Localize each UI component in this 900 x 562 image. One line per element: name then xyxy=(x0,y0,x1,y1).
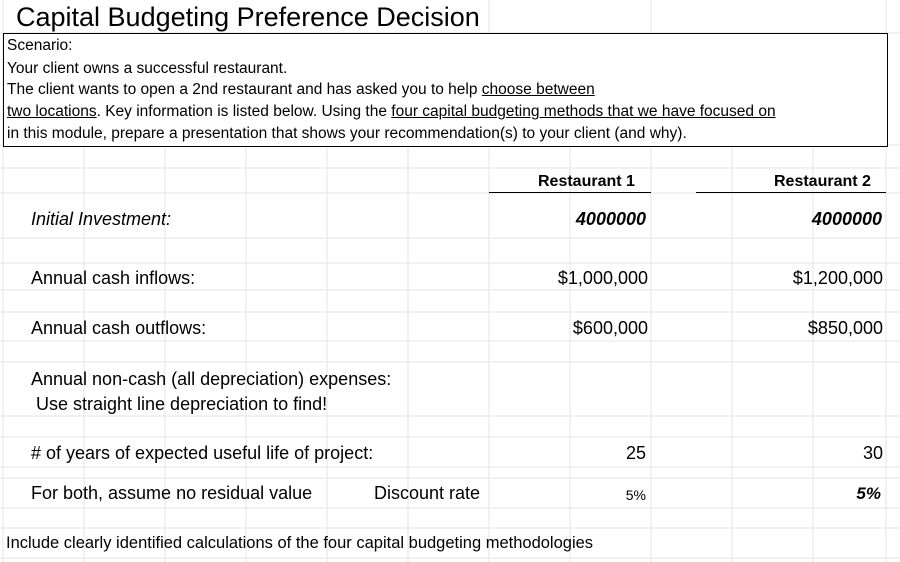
scenario-line-2 xyxy=(7,82,595,98)
label-initial-investment[interactable]: Initial Investment: xyxy=(31,209,172,229)
label-useful-life[interactable]: # of years of expected useful life of project: xyxy=(31,443,374,463)
scenario-box[interactable] xyxy=(3,33,888,147)
header-underline-1 xyxy=(489,192,651,193)
value-r2-annual-cash-outflows[interactable]: $850,000 xyxy=(807,318,883,338)
scenario-heading: Scenario: xyxy=(7,37,73,54)
scenario-line-3 xyxy=(7,104,776,120)
column-header-restaurant-1[interactable]: Restaurant 1 xyxy=(538,173,635,190)
value-r1-initial-investment[interactable]: 4000000 xyxy=(575,209,646,229)
label-discount-rate[interactable]: Discount rate xyxy=(374,483,481,503)
footer-instruction[interactable]: Include clearly identified calculations of the four capital budgeting methodologies xyxy=(6,534,594,552)
value-r1-annual-cash-inflows[interactable]: $1,000,000 xyxy=(557,268,648,288)
value-r2-useful-life[interactable]: 30 xyxy=(862,443,883,463)
scenario-line-4: in this module, prepare a presentation that shows your recommendation(s) to your client (and why). xyxy=(7,125,687,142)
label-annual-cash-inflows[interactable]: Annual cash inflows: xyxy=(31,268,196,288)
value-r1-annual-cash-outflows[interactable]: $600,000 xyxy=(572,318,648,338)
scenario-link-methods: four capital budgeting methods that we have focused on xyxy=(391,103,776,120)
scenario-line-1: Your client owns a successful restaurant. xyxy=(7,60,288,77)
value-r2-discount-rate[interactable]: 5% xyxy=(856,484,881,503)
label-no-residual-value[interactable]: For both, assume no residual value xyxy=(31,483,313,503)
scenario-line-3-text: . Key information is listed below. Using the xyxy=(96,103,392,120)
page-title: Capital Budgeting Preference Decision xyxy=(16,2,480,32)
value-r1-discount-rate[interactable]: 5% xyxy=(625,487,646,503)
value-r2-initial-investment[interactable]: 4000000 xyxy=(811,209,882,229)
value-r1-useful-life[interactable]: 25 xyxy=(625,443,646,463)
value-r2-annual-cash-inflows[interactable]: $1,200,000 xyxy=(792,268,883,288)
column-header-restaurant-2[interactable]: Restaurant 2 xyxy=(774,173,871,190)
scenario-line-2-text: The client wants to open a 2nd restaurant and has asked you to help xyxy=(7,81,482,98)
scenario-link-choose: choose between xyxy=(481,81,595,98)
label-annual-noncash-expenses[interactable]: Annual non-cash (all depreciation) expenses: xyxy=(31,369,392,389)
label-annual-cash-outflows[interactable]: Annual cash outflows: xyxy=(31,318,207,338)
scenario-link-locations: two locations xyxy=(7,103,97,120)
note-straight-line-depreciation[interactable]: Use straight line depreciation to find! xyxy=(36,394,328,414)
header-underline-2 xyxy=(696,192,886,193)
